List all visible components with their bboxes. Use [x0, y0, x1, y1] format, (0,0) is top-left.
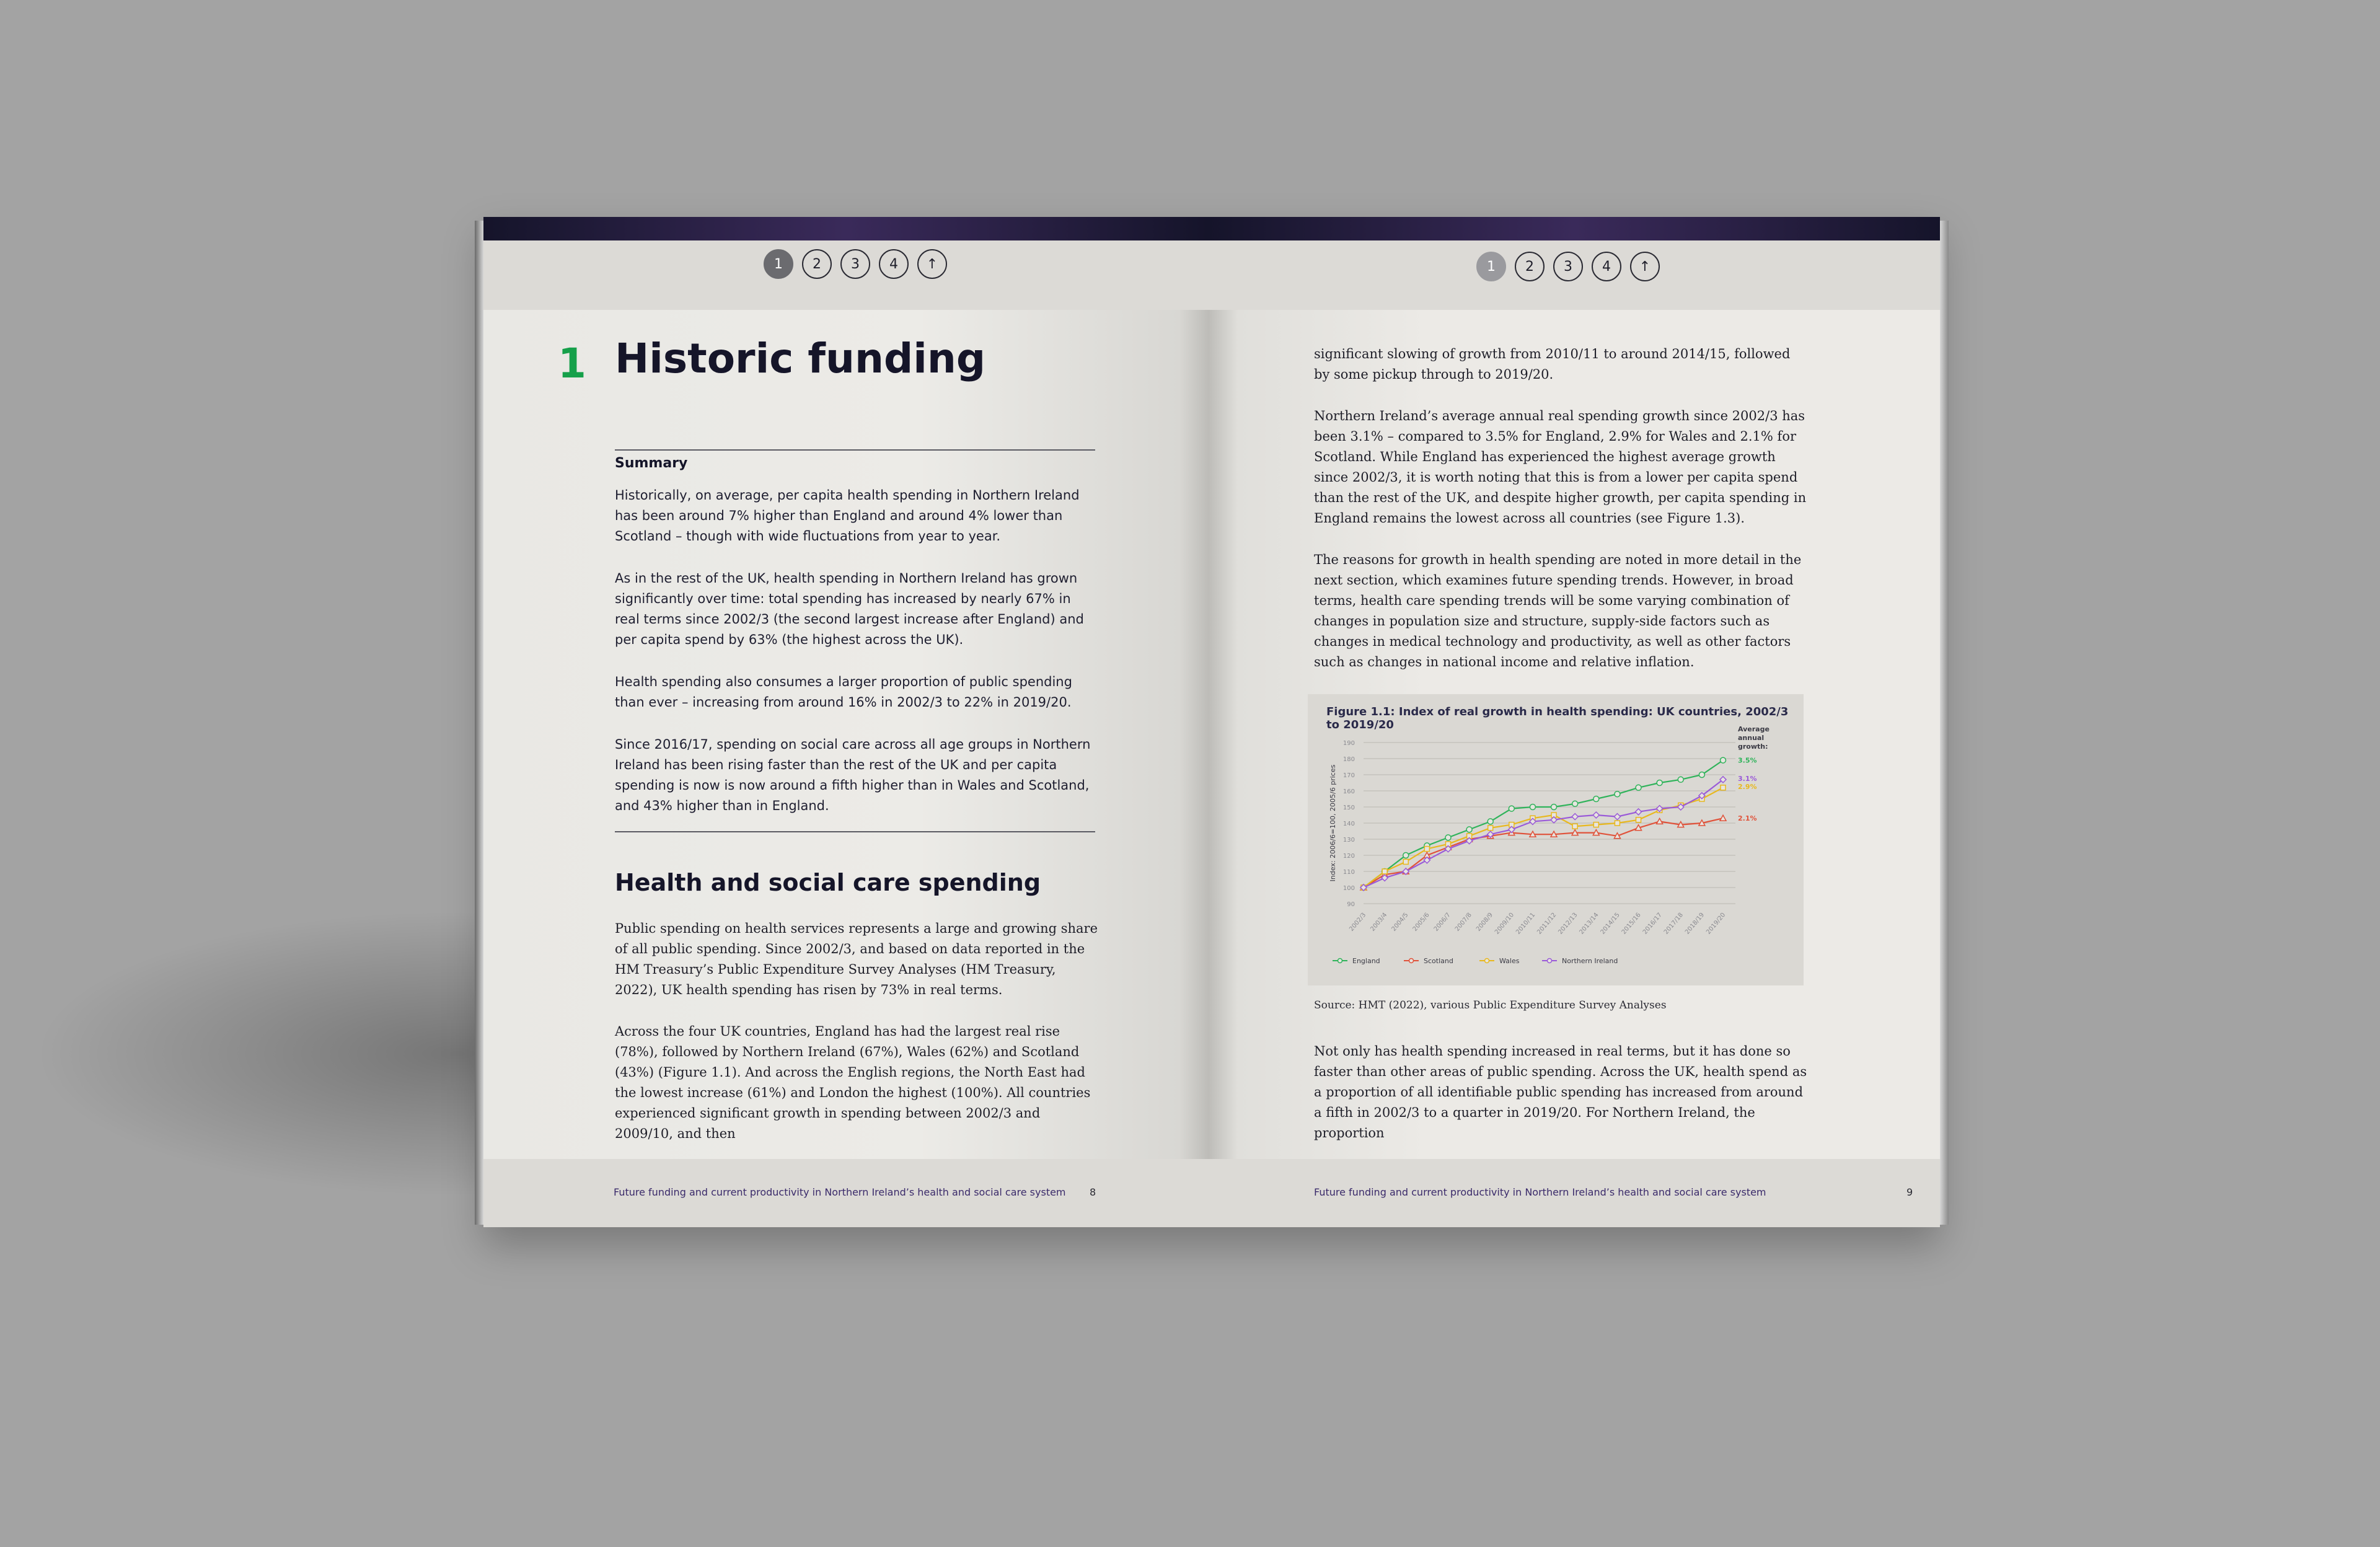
data-point [1636, 818, 1641, 822]
series-line-england [1364, 760, 1723, 888]
legend-marker [1485, 959, 1489, 963]
chart-title: Figure 1.1: Index of real growth in health spending: UK countries, 2002/3 to 2019/20 [1326, 705, 1789, 731]
x-tick-label: 2011/12 [1536, 911, 1558, 936]
data-point [1488, 819, 1493, 824]
top-band [483, 217, 1209, 240]
y-tick-label: 120 [1342, 853, 1355, 860]
legend-marker [1548, 959, 1552, 963]
summary-paragraph: As in the rest of the UK, health spending in Northern Ireland has grown significantly over time: total spending has increased by nearly 67% in real terms since 2002/3 (the second largest increase after England) and per capita spend by 63% (the highest across the UK). [615, 571, 1084, 647]
nav-chapter-3[interactable]: 3 [840, 249, 870, 279]
chapter-nav [764, 249, 947, 279]
data-point [1720, 815, 1726, 821]
data-point [1593, 822, 1598, 827]
data-point [1403, 853, 1409, 858]
right-page [1209, 217, 1940, 1227]
x-tick-label: 2008/9 [1474, 911, 1495, 933]
nav-chapter-4[interactable]: 4 [1592, 252, 1621, 281]
data-point [1530, 804, 1535, 810]
data-point [1509, 806, 1514, 811]
data-point [1678, 777, 1683, 782]
data-point [1636, 809, 1642, 815]
chapter-title: Historic funding [615, 335, 986, 382]
data-point [1488, 826, 1493, 831]
body-paragraph: Across the four UK countries, England has had the largest real rise (78%), followed by Northern Ireland (67%), Wales (62%) and Scotland (43%) (Figure 1.1). And across the English regions, the North East had the lowest increase (61%) and London the highest (100%). All countries experienced significant growth in spending between 2002/3 and 2009/10, and then [615, 1024, 1091, 1141]
right-page-edge [1940, 221, 1949, 1225]
average-growth-label: 2.1% [1738, 814, 1757, 823]
data-point [1657, 780, 1662, 786]
page-number: 8 [1090, 1186, 1096, 1198]
y-tick-label: 170 [1342, 772, 1355, 779]
data-point [1551, 804, 1557, 810]
summary-paragraph: Historically, on average, per capita health spending in Northern Ireland has been around 7% higher than England and around 4% lower than Scotland – though with wide fluctuations from year to year. [615, 488, 1080, 544]
y-tick-label: 160 [1342, 788, 1355, 795]
open-brochure [483, 217, 1940, 1227]
x-tick-label: 2004/5 [1390, 911, 1410, 933]
body-paragraph: significant slowing of growth from 2010/11 to around 2014/15, followed by some pickup through to 2019/20. [1314, 346, 1791, 382]
annotation-heading: growth: [1738, 743, 1768, 751]
body-paragraph: Not only has health spending increased in real terms, but it has done so faster than other areas of public spending. Across the UK, health spend as a proportion of all identifiable public spending has increased from around a fifth in 2002/3 to a quarter in 2019/20. For Northern Ireland, the proportion [1314, 1044, 1807, 1140]
footer-title: Future funding and current productivity in Northern Ireland’s health and social care system [1314, 1186, 1766, 1198]
nav-chapter-2[interactable]: 2 [1515, 252, 1545, 281]
series-line-scotland [1364, 818, 1723, 888]
left-page [483, 217, 1209, 1227]
x-tick-label: 2003/4 [1369, 911, 1389, 933]
figure-source: Source: HMT (2022), various Public Expenditure Survey Analyses [1314, 999, 1667, 1011]
body-paragraph: Northern Ireland’s average annual real spending growth since 2002/3 has been 3.1% – compared to 3.5% for England, 2.9% for Wales and 2.1% for Scotland. While England has experienced the highest average growth since 2002/3, it is worth noting that this is from a lower per capita spend than the rest of the UK, and despite higher growth, per capita spending in England remains the lowest across all countries (see Figure 1.3). [1314, 408, 1807, 526]
y-tick-label: 150 [1342, 804, 1355, 811]
y-tick-label: 110 [1342, 869, 1355, 876]
annotation-heading: Average [1738, 725, 1770, 733]
section-heading: Health and social care spending [615, 869, 1041, 896]
data-point [1572, 801, 1578, 806]
x-tick-label: 2009/10 [1493, 911, 1516, 936]
data-point [1572, 814, 1578, 820]
x-tick-label: 2013/14 [1578, 911, 1600, 936]
x-tick-label: 2007/8 [1453, 911, 1473, 933]
body-paragraph: Public spending on health services represents a large and growing share of all public spending. Since 2002/3, and based on data reported in the HM Treasury’s Public Expenditure Survey Analyses (HM Treasury, 2022), UK health spending has risen by 73% in real terms. [615, 921, 1098, 997]
x-tick-label: 2010/11 [1515, 911, 1537, 936]
average-growth-label: 3.5% [1738, 756, 1757, 765]
body-paragraph: The reasons for growth in health spending are noted in more detail in the next section, which examines future spending trends. However, in broad terms, health care spending trends will be some varying combination of changes in population size and structure, supply-side factors such as changes in medical technology and productivity, as well as other factors such as changes in national income and relative inflation. [1314, 552, 1802, 669]
left-page-edge [475, 221, 483, 1225]
series-line-wales [1364, 788, 1723, 888]
data-point [1466, 827, 1472, 832]
chapter-number: 1 [558, 340, 586, 387]
annotation-heading: annual [1738, 734, 1765, 742]
y-tick-label: 130 [1342, 837, 1355, 844]
data-point [1614, 814, 1620, 820]
nav-chapter-3[interactable]: 3 [1553, 252, 1583, 281]
x-tick-label: 2017/18 [1662, 911, 1685, 936]
data-point [1721, 785, 1726, 790]
data-point [1445, 835, 1451, 840]
arrow-up-icon[interactable]: ↑ [1630, 252, 1660, 281]
legend-label: Scotland [1424, 957, 1453, 965]
nav-chapter-1[interactable]: 1 [1476, 252, 1506, 281]
line-chart [1308, 694, 1804, 985]
x-tick-label: 2018/19 [1684, 911, 1706, 936]
y-tick-label: 100 [1342, 885, 1355, 892]
data-point [1699, 772, 1704, 778]
page-number: 9 [1906, 1186, 1913, 1198]
footer-title: Future funding and current productivity in Northern Ireland’s health and social care system [614, 1186, 1066, 1198]
arrow-up-icon[interactable]: ↑ [917, 249, 947, 279]
x-tick-label: 2012/13 [1557, 911, 1579, 936]
legend-label: England [1352, 957, 1380, 965]
data-point [1382, 869, 1387, 874]
nav-chapter-1[interactable]: 1 [764, 249, 793, 279]
x-tick-label: 2015/16 [1620, 911, 1642, 936]
y-tick-label: 180 [1342, 756, 1355, 763]
x-tick-label: 2016/17 [1641, 911, 1664, 936]
x-tick-label: 2014/15 [1599, 911, 1621, 936]
data-point [1721, 757, 1726, 763]
data-point [1615, 791, 1620, 797]
figure-1-1 [1308, 694, 1804, 985]
nav-chapter-4[interactable]: 4 [879, 249, 909, 279]
average-growth-label: 2.9% [1738, 782, 1757, 791]
legend-marker [1338, 959, 1342, 963]
data-point [1593, 796, 1599, 802]
data-point [1403, 859, 1408, 864]
y-axis-label: Index: 2006/6=100, 2005/6 prices [1329, 764, 1337, 882]
x-tick-label: 2002/3 [1348, 911, 1368, 933]
average-growth-label: 3.1% [1738, 774, 1757, 783]
y-tick-label: 190 [1342, 740, 1355, 747]
data-point [1615, 821, 1620, 826]
chapter-nav [1476, 252, 1660, 281]
data-point [1424, 847, 1429, 852]
summary-paragraph: Health spending also consumes a larger proportion of public spending than ever – increasing from around 16% in 2002/3 to 22% in 2019/20. [615, 674, 1072, 710]
summary-top-rule [615, 449, 1095, 451]
summary-bottom-rule [615, 831, 1095, 832]
book-shadow [0, 899, 508, 1209]
legend-label: Northern Ireland [1562, 957, 1618, 965]
nav-chapter-2[interactable]: 2 [802, 249, 832, 279]
data-point [1636, 785, 1641, 790]
legend-marker [1409, 959, 1414, 963]
x-tick-label: 2005/6 [1411, 911, 1431, 933]
summary-paragraph: Since 2016/17, spending on social care across all age groups in Northern Ireland has been rising faster than the rest of the UK and per capita spending is now is now around a fifth higher than in Wales and Scotland, and 43% higher than in England. [615, 737, 1091, 813]
legend-label: Wales [1499, 957, 1520, 965]
x-tick-label: 2006/7 [1432, 911, 1452, 933]
summary-heading: Summary [615, 456, 688, 471]
data-point [1572, 824, 1577, 829]
x-tick-label: 2019/20 [1705, 911, 1727, 936]
y-tick-label: 90 [1347, 901, 1355, 908]
top-band [1209, 217, 1940, 240]
data-point [1593, 812, 1599, 818]
y-tick-label: 140 [1342, 821, 1355, 827]
